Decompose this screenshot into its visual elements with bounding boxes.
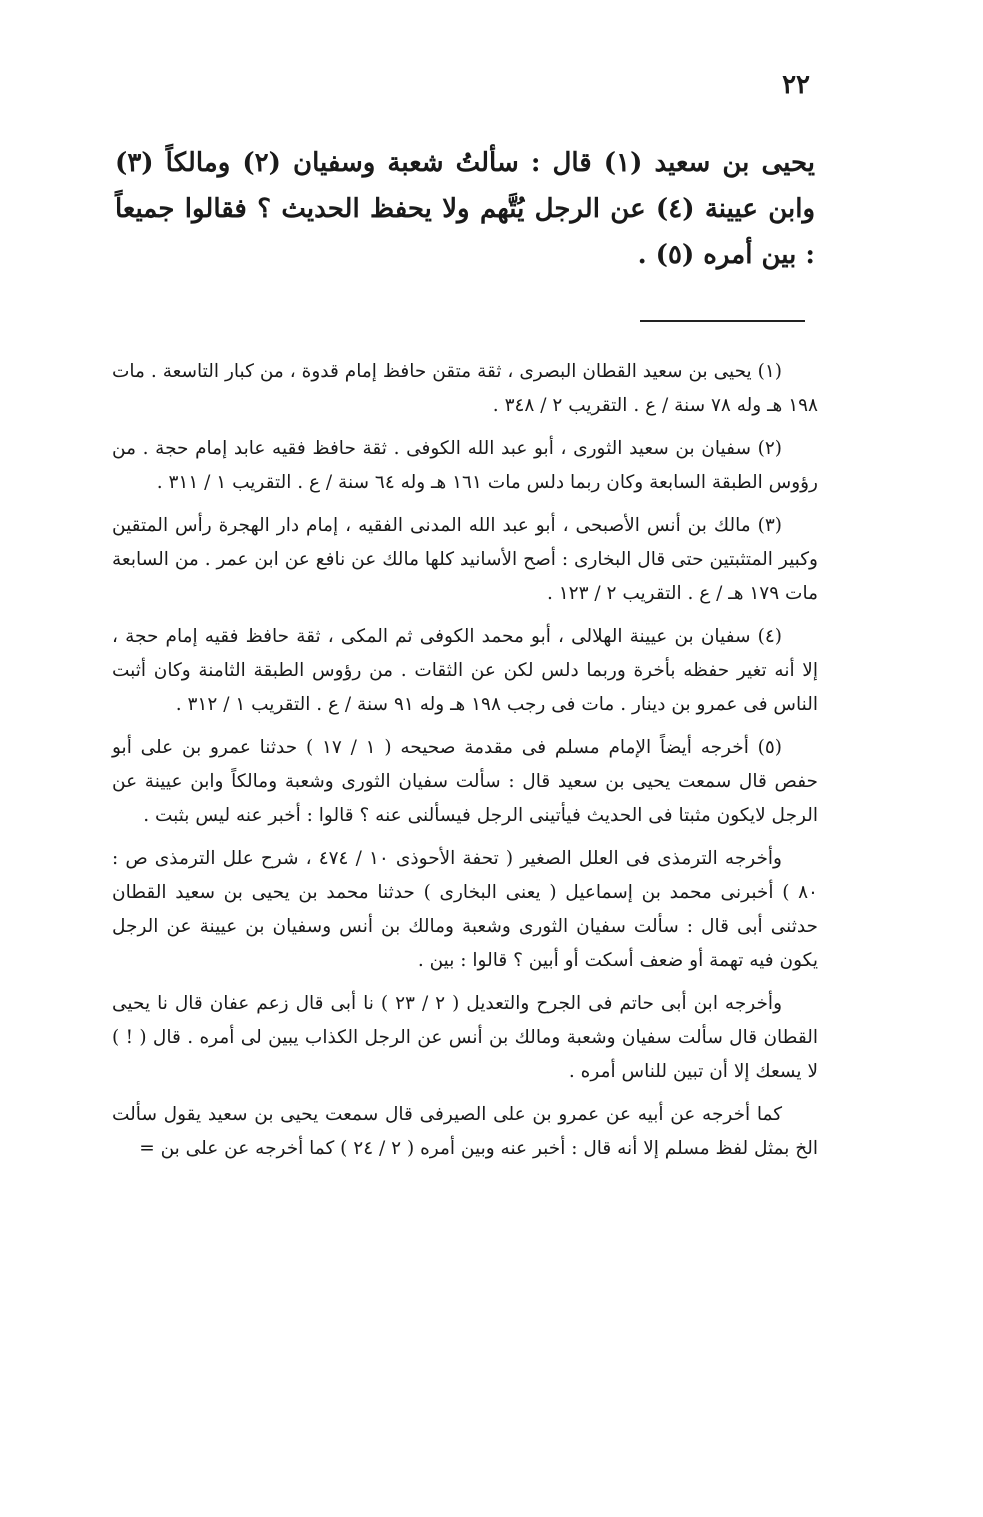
footnote-1: (١) يحيى بن سعيد القطان البصرى ، ثقة متقن حافظ إمام قدوة ، من كبار التاسعة . مات ١٩٨ هـ وله ٧٨ سنة / ع . التقريب ٢ / ٣٤٨ . bbox=[112, 361, 818, 416]
page-number: ٢٢ bbox=[782, 70, 810, 100]
footnote-2: (٢) سفيان بن سعيد الثورى ، أبو عبد الله الكوفى . ثقة حافظ فقيه عابد إمام حجة . من رؤوس الطبقة السابعة وكان ربما دلس مات ١٦١ هـ وله ٦٤ سنة / ع . التقريب ١ / ٣١١ . bbox=[112, 438, 818, 493]
footnote-5-continuation-tirmidhi: وأخرجه الترمذى فى العلل الصغير ( تحفة الأحوذى ١٠ / ٤٧٤ ، شرح علل الترمذى ص : ٨٠ ) أخبرنى محمد بن إسماعيل ( يعنى البخارى ) حدثنا محمد بن يحيى بن سعيد القطان حدثنى أبى قال : سألت سفيان الثورى وشعبة ومالك بن أنس وسفيان بن عيينة عن الرجل يكون فيه تهمة أو ضعف أسكت أو أبين ؟ قالوا : بين . bbox=[112, 848, 818, 971]
footnote-4: (٤) سفيان بن عيينة الهلالى ، أبو محمد الكوفى ثم المكى ، ثقة حافظ فقيه إمام حجة ، إلا أنه تغير حفظه بأخرة وربما دلس لكن عن الثقات . من رؤوس الطبقة الثامنة وكان أثبت الناس فى عمرو بن دينار . مات فى رجب ١٩٨ هـ وله ٩١ سنة / ع . التقريب ١ / ٣١٢ . bbox=[112, 626, 818, 715]
footnote-3: (٣) مالك بن أنس الأصبحى ، أبو عبد الله المدنى الفقيه ، إمام دار الهجرة رأس المتقين وكبير المتثبتين حتى قال البخارى : أصح الأسانيد كلها مالك عن نافع عن ابن عمر . من السابعة مات ١٧٩ هـ / ع . التقريب ٢ / ١٢٣ . bbox=[112, 515, 818, 604]
footnote-5-continuation-ibn-abi-hatim: وأخرجه ابن أبى حاتم فى الجرح والتعديل ( ٢ / ٢٣ ) نا أبى قال زعم عفان قال نا يحيى القطان قال سألت سفيان وشعبة ومالك بن أنس عن الرجل الكذاب يبين لى أمره . قال ( ! ) لا يسعك إلا أن تبين للناس أمره . bbox=[112, 993, 818, 1082]
footnotes-section bbox=[112, 355, 818, 1175]
footnote-separator bbox=[640, 320, 805, 322]
footnote-5: (٥) أخرجه أيضاً الإمام مسلم فى مقدمة صحيحه ( ١ / ١٧ ) حدثنا عمرو بن على أبو حفص قال سمعت يحيى بن سعيد قال : سألت سفيان الثورى وشعبة ومالكاً وابن عيينة عن الرجل لايكون مثبتا فى الحديث فيأتينى الرجل فيسألنى عنه ؟ قالوا : أخبر عنه ليس بثبت . bbox=[112, 737, 818, 826]
footnote-5-continuation-final: كما أخرجه عن أبيه عن عمرو بن على الصيرفى قال سمعت يحيى بن سعيد يقول سألت الخ بمثل لفظ مسلم إلا أنه قال : أخبر عنه وبين أمره ( ٢ / ٢٤ ) كما أخرجه عن على بن = bbox=[112, 1104, 818, 1159]
main-text-paragraph: يحيى بن سعيد (١) قال : سألتُ شعبة وسفيان (٢) ومالكاً (٣) وابن عيينة (٤) عن الرجل يُتَّهم ولا يحفظ الحديث ؟ فقالوا جميعاً : بين أمره (٥) . bbox=[115, 148, 815, 270]
